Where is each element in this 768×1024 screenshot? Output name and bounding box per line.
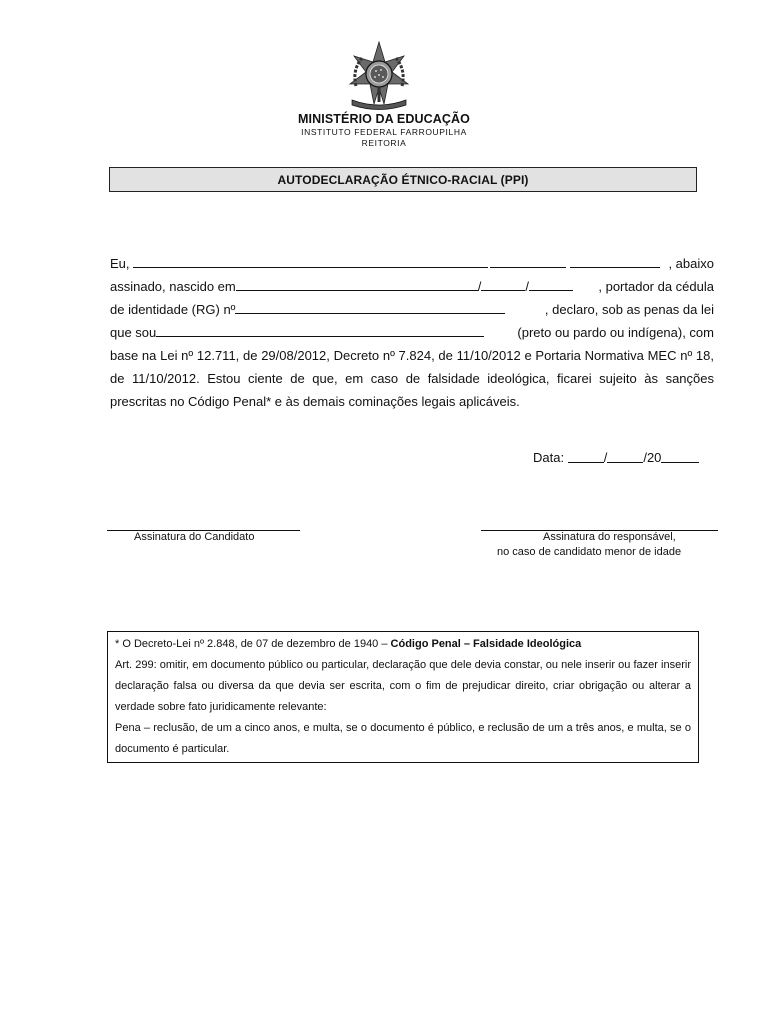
eu-prefix: Eu, (110, 256, 130, 271)
institute-heading: INSTITUTO FEDERAL FARROUPILHA (301, 127, 467, 137)
form-title: AUTODECLARAÇÃO ÉTNICO-RACIAL (PPI) (277, 172, 529, 187)
footnote-penalty: Pena – reclusão, de um a cinco anos, e multa, se o documento é público, e reclusão de um a três anos, e multa, se o documento é particular. (115, 722, 691, 755)
footnote-intro-bold: Código Penal – Falsidade Ideológica (390, 638, 582, 650)
birth-year-field[interactable] (529, 277, 573, 291)
birth-month-field[interactable] (481, 277, 525, 291)
birth-date-sep2: / (525, 279, 529, 294)
date-year-field[interactable] (661, 449, 699, 463)
ministry-heading: MINISTÉRIO DA EDUCAÇÃO (298, 112, 470, 126)
nascido-prefix: assinado, nascido em (110, 279, 236, 294)
unit-heading: REITORIA (361, 138, 407, 148)
candidate-signature-label: Assinatura do Candidato (134, 531, 255, 543)
declaration-rest: base na Lei nº 12.711, de 29/08/2012, Decreto nº 7.824, de 11/10/2012 e Portaria Normativa MEC nº 18, de 11/10/2012. Estou ciente de que, em caso de falsidade ideológica, ficarei sujeito às sanções prescritas no Código Penal* e às demais cominações legais aplicáveis. (110, 348, 714, 409)
date-line (533, 449, 699, 465)
birth-day-field[interactable] (236, 277, 478, 291)
declaration-line-name (110, 252, 714, 275)
name-field-extra[interactable] (490, 254, 566, 268)
rg-suffix: , declaro, sob as penas da lei (544, 302, 714, 317)
sou-suffix: (preto ou pardo ou indígena), com (517, 325, 714, 340)
footnote-intro: * O Decreto-Lei nº 2.848, de 07 de dezembro de 1940 – (115, 638, 388, 650)
footnote-article: Art. 299: omitir, em documento público ou particular, declaração que dele devia constar, ou nele inserir ou fazer inserir declaração falsa ou diversa da que devia ser escrita, com o fim de prejudicar direito, criar obrigação ou alterar a verdade sobre fato juridicamente relevante: (115, 659, 691, 713)
coat-of-arms-emblem (344, 40, 414, 112)
date-day-field[interactable] (568, 449, 604, 463)
penal-code-footnote (107, 631, 699, 763)
name-field-extra-2[interactable] (570, 254, 660, 268)
footnote-intro-line (115, 634, 691, 655)
rg-field[interactable] (235, 300, 505, 314)
declaration-line-rg (110, 298, 714, 321)
eu-suffix: , abaixo (668, 256, 714, 271)
declaration-body (110, 252, 714, 413)
sou-prefix: que sou (110, 325, 157, 340)
date-sep2: /20 (643, 450, 662, 465)
race-field[interactable] (156, 323, 484, 337)
nascido-suffix: , portador da cédula (598, 279, 714, 294)
declaration-line-race (110, 321, 714, 344)
date-sep1: / (603, 450, 608, 465)
guardian-signature-label: Assinatura do responsável, (543, 531, 676, 543)
name-field[interactable] (133, 254, 488, 268)
form-title-box (109, 167, 697, 192)
guardian-signature-note: no caso de candidato menor de idade (497, 546, 682, 558)
birth-date-sep1: / (477, 279, 482, 294)
date-month-field[interactable] (607, 449, 643, 463)
date-label: Data: (533, 450, 565, 465)
rg-prefix: de identidade (RG) nº (110, 302, 236, 317)
declaration-line-birth (110, 275, 714, 298)
